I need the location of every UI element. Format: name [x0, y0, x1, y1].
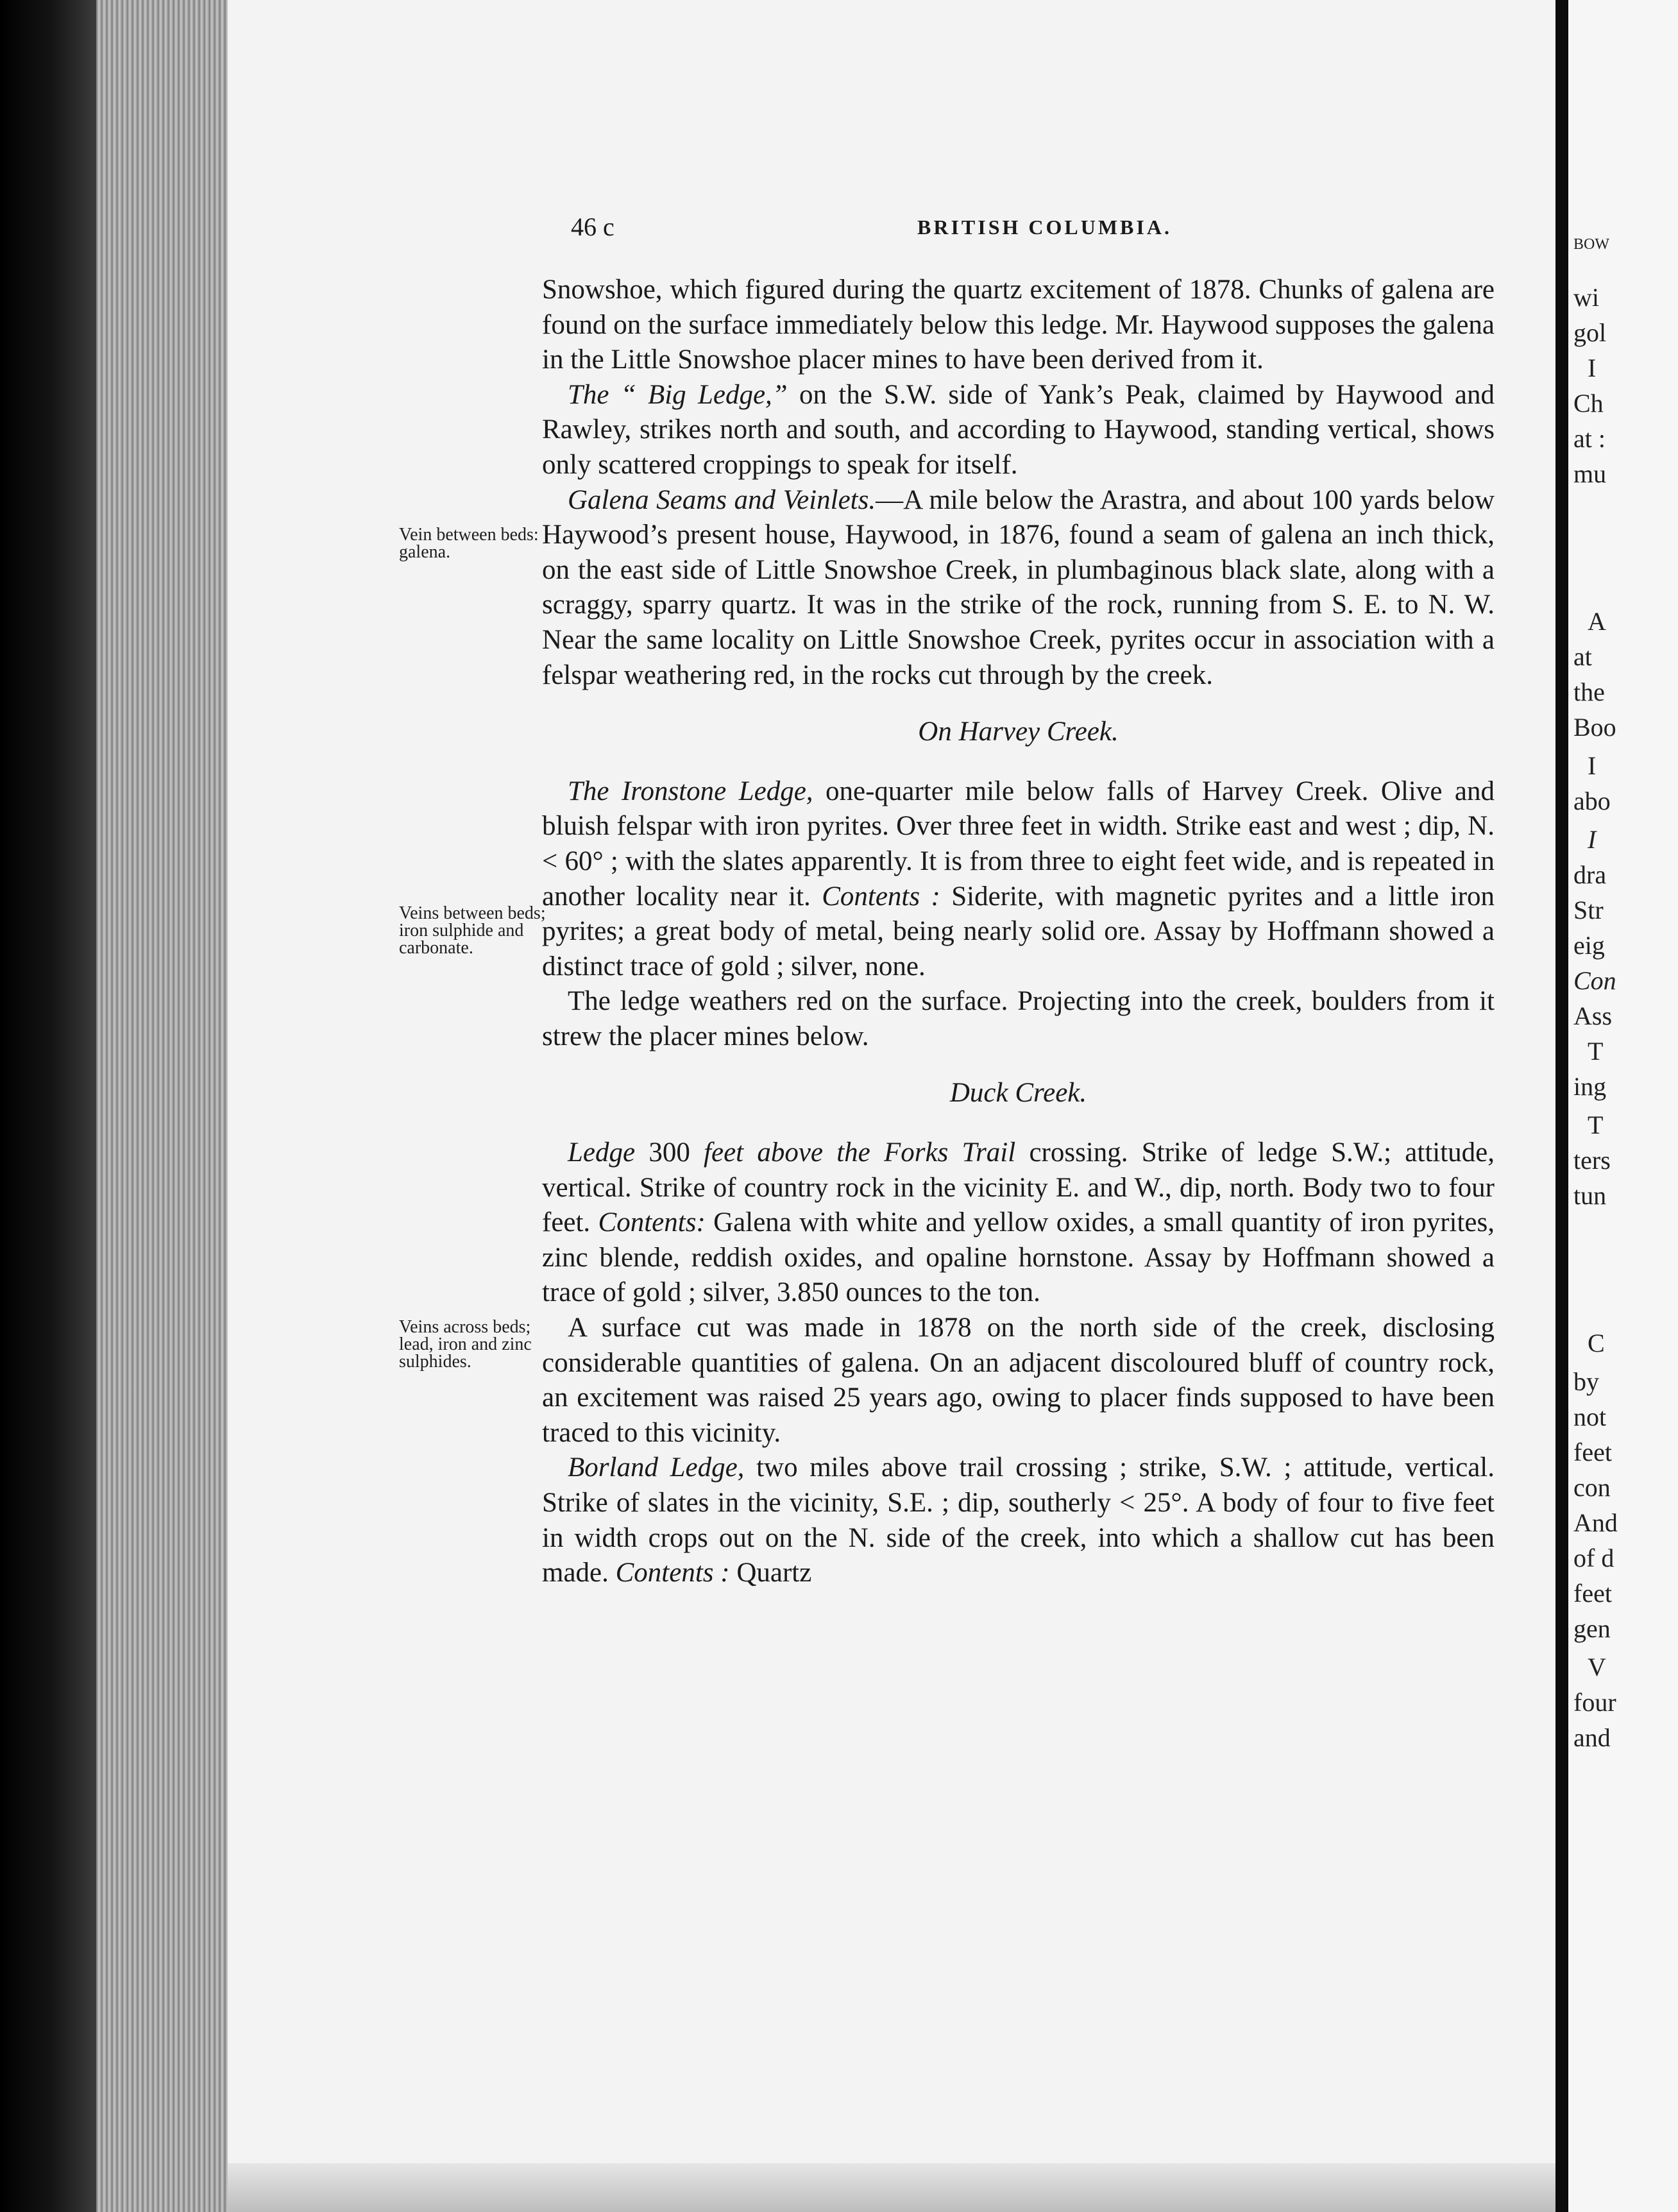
facing-line: feet	[1573, 1438, 1612, 1467]
page-bottom-shadow	[228, 2163, 1555, 2212]
paragraph: Snowshoe, which figured during the quartz excitement of 1878. Chunks of galena are found on the surface immediately below this ledge. Mr. Haywood supposes the galena in the Little Snowshoe placer mines to have been derived from it.	[542, 275, 1495, 375]
paragraph	[542, 378, 1495, 483]
facing-page	[1568, 0, 1678, 2212]
facing-line: tun	[1573, 1181, 1607, 1210]
lead-phrase: feet above the Forks Trail	[704, 1137, 1016, 1168]
paragraph-text: Siderite, with magnetic pyrites and a little iron pyrites; a great body of metal, being nearly solid ore. Assay by Hoffmann showed a distinct trace of gold ; silver, none.	[542, 881, 1495, 982]
facing-line: gol	[1573, 318, 1607, 347]
facing-line: at	[1573, 642, 1592, 671]
running-title: BRITISH COLUMBIA.	[917, 216, 1172, 239]
lead-phrase: The Ironstone Ledge,	[568, 776, 813, 806]
facing-line: not	[1573, 1402, 1607, 1431]
facing-line: gen	[1573, 1614, 1611, 1643]
paragraph	[542, 774, 1495, 985]
book-binding	[0, 0, 96, 2212]
contents-label: Contents :	[615, 1558, 730, 1588]
facing-line: T	[1588, 1110, 1604, 1139]
facing-line: I	[1588, 751, 1597, 780]
lead-phrase: The “ Big Ledge,”	[568, 379, 788, 410]
paragraph	[542, 1136, 1495, 1311]
facing-line: Ass	[1573, 1001, 1613, 1030]
paragraph	[542, 483, 1495, 693]
lead-phrase: Borland Ledge,	[568, 1452, 745, 1483]
facing-line: mu	[1573, 459, 1607, 488]
facing-line: I	[1588, 825, 1597, 854]
facing-line: of d	[1573, 1544, 1614, 1572]
page-edges	[96, 0, 228, 2212]
facing-line: ters	[1573, 1146, 1611, 1175]
facing-line: Boo	[1573, 713, 1616, 742]
contents-label: Contents :	[822, 881, 940, 912]
facing-line: feet	[1573, 1579, 1612, 1608]
facing-line: I	[1588, 353, 1597, 382]
facing-line: dra	[1573, 860, 1607, 889]
paragraph: A surface cut was made in 1878 on the north side of the creek, disclosing considerable quantities of galena. On an adjacent discoloured bluff of country rock, an excitement was raised 25 years ago, owing to placer finds supposed to have been traced to this vicinity.	[542, 1313, 1495, 1448]
paragraph-text: one-quarter mile below falls of Harvey Creek. Olive and bluish felspar with iron pyrites. Over three feet in width. Strike east and west ; dip, N. < 60° ; with the slates apparently. It is from three to eight feet wide, and is repeated in another locality near it.	[542, 776, 1495, 912]
facing-line: four	[1573, 1688, 1616, 1717]
facing-line: wi	[1573, 283, 1599, 312]
facing-line: and	[1573, 1723, 1611, 1752]
facing-line: by	[1573, 1367, 1599, 1396]
lead-phrase: Ledge	[568, 1137, 636, 1168]
margin-note: Vein between beds: galena.	[399, 525, 539, 562]
facing-line: eig	[1573, 931, 1605, 960]
margin-note: Veins between beds; iron sulphide and carbonate.	[399, 903, 546, 958]
facing-line: the	[1573, 677, 1605, 706]
facing-line: abo	[1573, 787, 1611, 815]
paragraph: The ledge weathers red on the surface. Projecting into the creek, boulders from it strew the placer mines below.	[542, 986, 1495, 1051]
facing-line: C	[1588, 1329, 1605, 1357]
facing-running-head: BOW	[1573, 236, 1609, 253]
facing-line: And	[1573, 1508, 1618, 1537]
facing-line: con	[1573, 1473, 1611, 1502]
facing-line: Str	[1573, 896, 1604, 924]
paragraph-text: two miles above trail crossing ; strike, S.W. ; attitude, vertical. Strike of slates in the vicinity, S.E. ; dip, southerly < 25°. A body of four to five feet in width crops out on the N. side of the creek, into which a shallow cut has been made.	[542, 1452, 1495, 1588]
paragraph-text: on the S.W. side of Yank’s Peak, claimed by Haywood and Rawley, strikes north and south, and according to Haywood, standing vertical, shows only scattered croppings to speak for itself.	[542, 379, 1495, 480]
page-number: 46 c	[571, 212, 614, 241]
gutter	[1555, 0, 1568, 2212]
running-head	[571, 212, 1520, 244]
paragraph-text: crossing. Strike of ledge S.W.; attitude, vertical. Strike of country rock in the vicinity E. and W., dip, north. Body two to four feet.	[542, 1137, 1495, 1238]
section-heading: On Harvey Creek.	[918, 717, 1119, 747]
section-heading: Duck Creek.	[949, 1078, 1087, 1109]
facing-line: Ch	[1573, 389, 1604, 418]
paragraph-text: Galena with white and yellow oxides, a small quantity of iron pyrites, zinc blende, reddish oxides, and opaline hornstone. Assay by Hoffmann showed a trace of gold ; silver, 3.850 ounces to the ton.	[542, 1207, 1495, 1308]
facing-line: ing	[1573, 1072, 1607, 1101]
facing-line: V	[1588, 1653, 1606, 1681]
paragraph-text: —A mile below the Arastra, and about 100 yards below Haywood’s present house, Haywood, in 1876, found a seam of galena an inch thick, on the east side of Little Snowshoe Creek, in plumbaginous black slate, along with a scraggy, sparry quartz. It was in the strike of the rock, running from S. E. to N. W. Near the same locality on Little Snowshoe Creek, pyrites occur in association with a felspar weathering red, in the rocks cut through by the creek.	[542, 484, 1495, 690]
facing-line: A	[1588, 607, 1606, 636]
body-text	[542, 273, 1495, 1591]
paragraph-text: 300	[635, 1137, 704, 1168]
facing-line: Con	[1573, 966, 1616, 995]
facing-line: T	[1588, 1037, 1604, 1066]
lead-phrase: Galena Seams and Veinlets.	[568, 484, 876, 515]
facing-line: at :	[1573, 424, 1606, 453]
margin-note: Veins across beds; lead, iron and zinc sulphides.	[399, 1317, 532, 1372]
paragraph-text: Quartz	[729, 1558, 812, 1588]
contents-label: Contents:	[598, 1207, 706, 1238]
paragraph	[542, 1451, 1495, 1590]
